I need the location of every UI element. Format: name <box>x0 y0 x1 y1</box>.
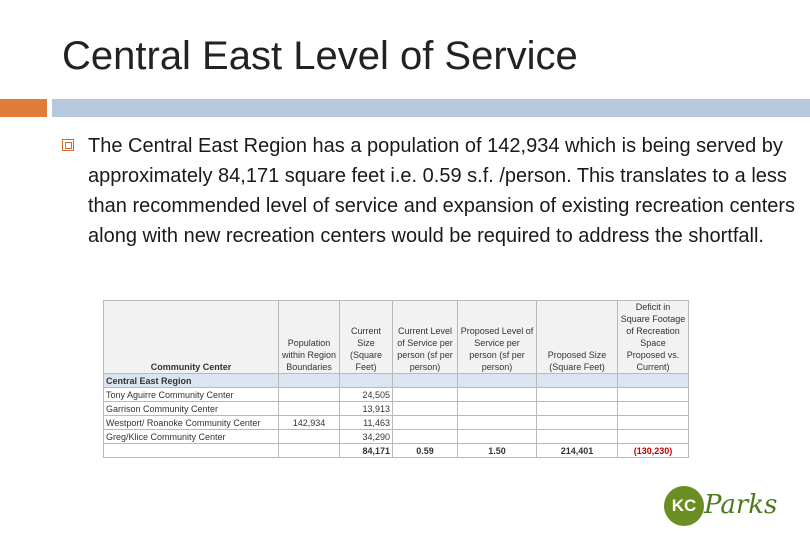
table-row <box>104 430 689 444</box>
header-current-level: Current Level of Service per person (sf per person) <box>393 301 458 374</box>
slide-title: Central East Level of Service <box>62 34 578 78</box>
kc-parks-logo-text: Parks <box>704 490 778 520</box>
table-row <box>104 416 689 430</box>
center-name: Greg/Klice Community Center <box>104 430 279 444</box>
header-current-size: Current Size (Square Feet) <box>340 301 393 374</box>
total-size: 84,171 <box>340 444 393 458</box>
bullet-icon <box>62 139 74 151</box>
body-paragraph: The Central East Region has a population of 142,934 which is being served by approximately 84,171 square feet i.e. 0.59 s.f. /person. This translates to a less than recommended level of service and expansion of existing recreation centers along with new recreation centers would be required to address the shortfall. <box>88 135 796 247</box>
center-size: 11,463 <box>340 416 393 430</box>
center-size: 24,505 <box>340 388 393 402</box>
total-deficit: (130,230) <box>618 444 689 458</box>
accent-bar-blue <box>52 99 810 117</box>
level-of-service-table <box>103 300 689 458</box>
total-proposed-level: 1.50 <box>458 444 537 458</box>
table-header-row <box>104 301 689 374</box>
region-row <box>104 374 689 388</box>
total-current-level: 0.59 <box>393 444 458 458</box>
header-deficit: Deficit in Square Footage of Recreation Space Proposed vs. Current) <box>618 301 689 374</box>
header-community-center: Community Center <box>104 301 279 374</box>
header-population: Population within Region Boundaries <box>279 301 340 374</box>
center-size: 13,913 <box>340 402 393 416</box>
accent-bar-orange <box>0 99 47 117</box>
table-row <box>104 402 689 416</box>
table-row <box>104 388 689 402</box>
region-name: Central East Region <box>104 374 279 388</box>
center-name: Garrison Community Center <box>104 402 279 416</box>
header-proposed-size: Proposed Size (Square Feet) <box>537 301 618 374</box>
totals-row <box>104 444 689 458</box>
kc-parks-logo-badge: KC <box>664 486 704 526</box>
total-proposed-size: 214,401 <box>537 444 618 458</box>
center-name: Tony Aguirre Community Center <box>104 388 279 402</box>
population-value: 142,934 <box>279 416 340 430</box>
center-size: 34,290 <box>340 430 393 444</box>
header-proposed-level: Proposed Level of Service per person (sf per person) <box>458 301 537 374</box>
center-name: Westport/ Roanoke Community Center <box>104 416 279 430</box>
